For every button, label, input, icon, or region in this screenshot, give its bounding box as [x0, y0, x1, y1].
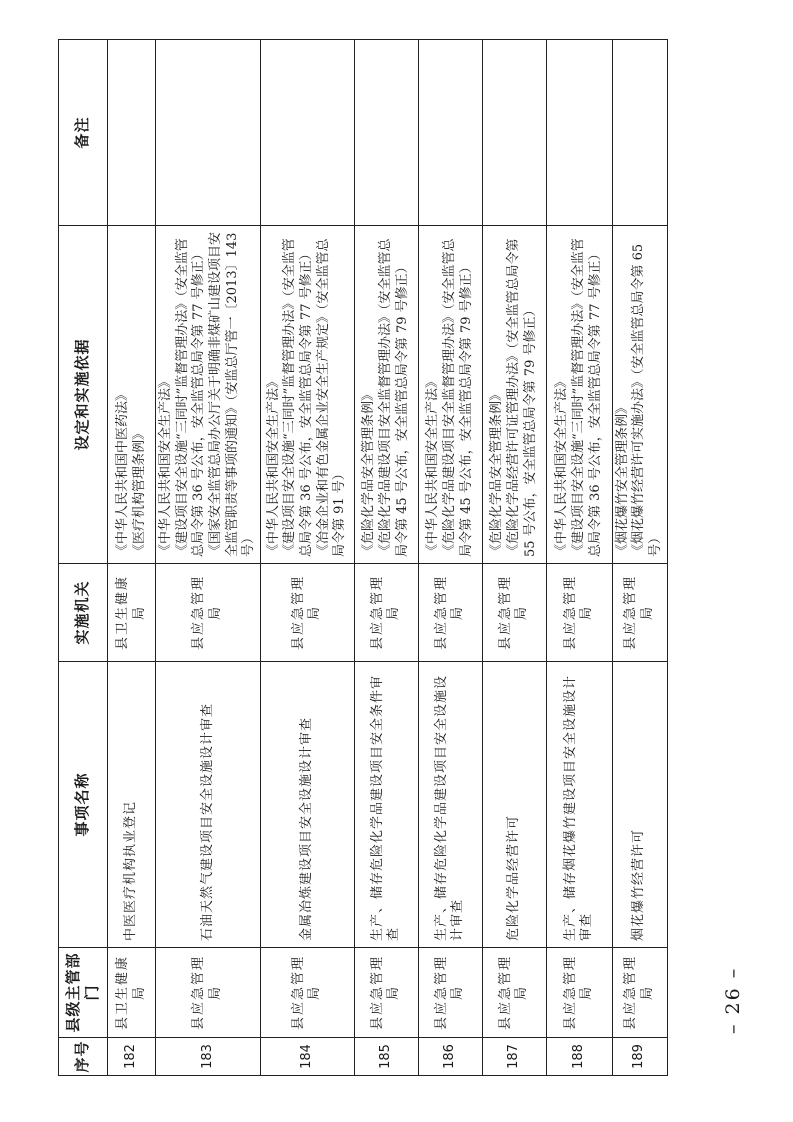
table-header-row [59, 40, 108, 1076]
row-basis [546, 226, 612, 564]
row-seq: 187 [482, 1038, 546, 1076]
table-row [108, 40, 156, 1076]
row-dept: 县应急管理局 [156, 948, 261, 1038]
basis-line: 《危险化学品安全管理条例》 [489, 387, 505, 557]
basis-line: 《医疗机构管理条例》 [131, 426, 147, 557]
row-dept: 县应急管理局 [546, 948, 612, 1038]
row-basis [108, 226, 156, 564]
row-seq: 188 [546, 1038, 612, 1076]
basis-line: 《中华人民共和国安全生产法》 [554, 374, 570, 557]
header-agency: 实施机关 [59, 564, 108, 662]
table-row [482, 40, 546, 1076]
row-dept: 县应急管理局 [612, 948, 667, 1038]
table-row [260, 40, 354, 1076]
basis-line: 《建设项目安全设施“三同时”监督管理办法》（安全监管总局令第 36 号公布，安全监管总局令第 77 号修正） [174, 238, 207, 557]
row-seq: 185 [354, 1038, 418, 1076]
row-note [156, 40, 261, 226]
header-note: 备注 [59, 40, 108, 226]
row-note [108, 40, 156, 226]
basis-line: 《危险化学品建设项目安全监督管理办法》（安全监管总局令第 45 号公布，安全监管总局令第 79 号修正） [377, 238, 410, 557]
basis-line: 《危险化学品经营许可证管理办法》（安全监管总局令第 55 号公布，安全监管总局令第 79 号修正） [505, 238, 538, 557]
row-note [354, 40, 418, 226]
row-basis [612, 226, 667, 564]
basis-line: 《建设项目安全设施“三同时”监督管理办法》（安全监管总局令第 36 号公布，安全监管总局令第 77 号修正） [282, 238, 314, 557]
basis-line: 《国家安全监管总局办公厅关于明确非煤矿山建设项目安全监管职责等事项的通知》（安监总厅管一〔2013〕143 号） [207, 231, 257, 557]
row-seq: 182 [108, 1038, 156, 1076]
basis-line: 《危险化学品建设项目安全监督管理办法》（安全监管总局令第 45 号公布，安全监管总局令第 79 号修正） [441, 238, 474, 557]
row-basis [418, 226, 482, 564]
row-agency: 县应急管理局 [260, 564, 354, 662]
basis-line: 《中华人民共和国安全生产法》 [425, 374, 441, 557]
row-agency: 县卫生健康局 [108, 564, 156, 662]
header-seq: 序号 [59, 1038, 108, 1076]
row-dept: 县应急管理局 [354, 948, 418, 1038]
row-name: 危险化学品经营许可 [482, 662, 546, 948]
basis-line: 《冶金企业和有色金属企业安全生产规定》（安全监管总局令第 91 号） [315, 238, 348, 557]
row-note [260, 40, 354, 226]
row-basis [260, 226, 354, 564]
row-agency: 县应急管理局 [418, 564, 482, 662]
row-name: 烟花爆竹经营许可 [612, 662, 667, 948]
row-name: 生产、储存危险化学品建设项目安全设施设计审查 [418, 662, 482, 948]
table-row [418, 40, 482, 1076]
row-agency: 县应急管理局 [612, 564, 667, 662]
row-dept: 县应急管理局 [482, 948, 546, 1038]
row-agency: 县应急管理局 [546, 564, 612, 662]
table-row [354, 40, 418, 1076]
header-dept: 县级主管部门 [59, 948, 108, 1038]
row-dept: 县卫生健康局 [108, 948, 156, 1038]
row-agency: 县应急管理局 [156, 564, 261, 662]
row-note [546, 40, 612, 226]
row-dept: 县应急管理局 [260, 948, 354, 1038]
table-row [612, 40, 667, 1076]
row-basis [156, 226, 261, 564]
row-note [418, 40, 482, 226]
basis-line: 《烟花爆竹安全管理条例》 [614, 400, 630, 557]
row-basis [482, 226, 546, 564]
row-agency: 县应急管理局 [482, 564, 546, 662]
row-name: 生产、储存烟花爆竹建设项目安全设施设计审查 [546, 662, 612, 948]
basis-line: 《建设项目安全设施“三同时”监督管理办法》（安全监管总局令第 36 号公布，安全监管总局令第 77 号修正） [570, 238, 603, 557]
basis-line: 《中华人民共和国中医药法》 [114, 387, 130, 557]
row-agency: 县应急管理局 [354, 564, 418, 662]
basis-line: 《中华人民共和国安全生产法》 [158, 374, 173, 557]
row-name: 石油天然气建设项目安全设施设计审查 [156, 662, 261, 948]
basis-line: 《危险化学品安全管理条例》 [361, 387, 377, 557]
row-name: 生产、储存危险化学品建设项目安全条件审查 [354, 662, 418, 948]
row-seq: 186 [418, 1038, 482, 1076]
row-dept: 县应急管理局 [418, 948, 482, 1038]
row-basis [354, 226, 418, 564]
row-seq: 183 [156, 1038, 261, 1076]
header-name: 事项名称 [59, 662, 108, 948]
row-note [482, 40, 546, 226]
row-seq: 184 [260, 1038, 354, 1076]
table-row [546, 40, 612, 1076]
header-basis: 设定和实施依据 [59, 226, 108, 564]
row-name: 金属冶炼建设项目安全设施设计审查 [260, 662, 354, 948]
row-seq: 189 [612, 1038, 667, 1076]
row-note [612, 40, 667, 226]
table-row [156, 40, 261, 1076]
page-number: – 26 – [722, 966, 744, 1034]
basis-line: 《中华人民共和国安全生产法》 [265, 374, 281, 557]
row-name: 中医医疗机构执业登记 [108, 662, 156, 948]
basis-line: 《烟花爆竹经营许可实施办法》（安全监管总局令第 65 号） [631, 243, 663, 557]
administrative-items-table [58, 39, 668, 1076]
